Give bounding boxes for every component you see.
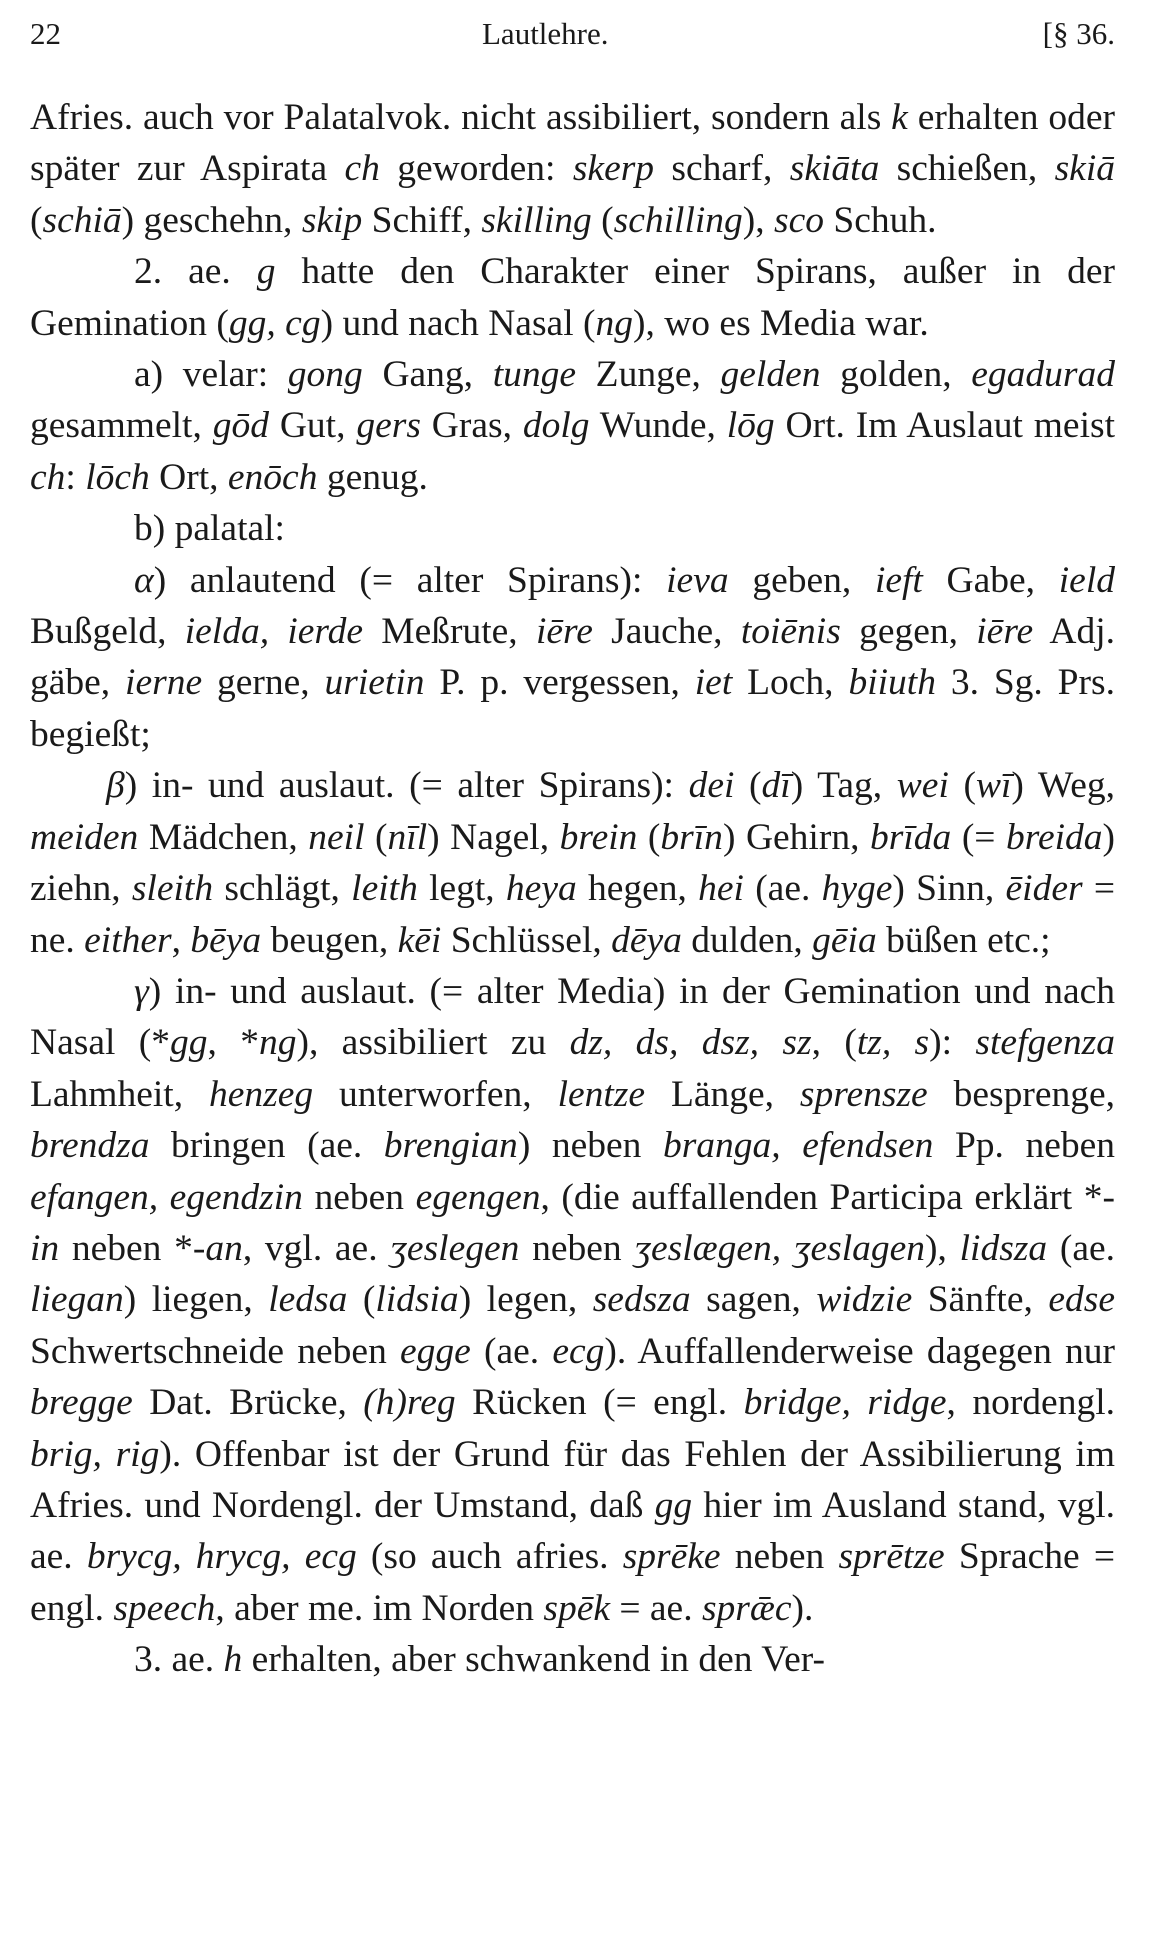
text-run: hier im Ausland stand, vgl. ae. bbox=[30, 1484, 1116, 1578]
text-run: Wunde, bbox=[589, 405, 727, 447]
text-run: (so auch afries. bbox=[356, 1536, 623, 1578]
paragraph bbox=[30, 349, 1115, 503]
text-run: Adj. gäbe, bbox=[30, 611, 1116, 704]
text-run: , vgl. ae. bbox=[242, 1227, 391, 1269]
paragraph bbox=[30, 760, 1115, 966]
italic-run: neil bbox=[308, 816, 365, 858]
italic-run: ieft bbox=[874, 559, 923, 601]
italic-run: γ bbox=[134, 970, 149, 1012]
text-run: Ort, bbox=[149, 456, 228, 498]
text-run: = ae. bbox=[610, 1587, 702, 1629]
text-run: 3. Sg. Prs. begießt; bbox=[30, 662, 1115, 755]
italic-run: sleith bbox=[131, 868, 214, 910]
italic-run: dolg bbox=[522, 405, 590, 447]
italic-run: schiā bbox=[42, 199, 122, 241]
italic-run: lōch bbox=[85, 456, 150, 498]
text-run: Schwertschneide neben bbox=[30, 1330, 401, 1372]
italic-run: henzeg bbox=[208, 1073, 314, 1115]
italic-run: enōch bbox=[227, 456, 318, 498]
text-run: ) Nagel, bbox=[427, 816, 560, 858]
text-run: Gut, bbox=[268, 405, 357, 447]
text-run: gerne, bbox=[202, 662, 325, 704]
text-run: , (die auffallenden Participa erklärt *- bbox=[540, 1176, 1116, 1218]
italic-run: wī bbox=[975, 765, 1012, 807]
italic-run: liegan bbox=[30, 1279, 124, 1321]
text-run: ) ziehn, bbox=[30, 816, 1116, 910]
italic-run: meiden bbox=[30, 816, 139, 858]
text-run: Rücken (= engl. bbox=[455, 1382, 744, 1424]
text-run: Meßrute, bbox=[363, 611, 536, 653]
text-run: Länge, bbox=[645, 1073, 800, 1115]
text-run: Sänfte, bbox=[912, 1279, 1049, 1321]
italic-run: sedsza bbox=[592, 1279, 691, 1321]
italic-run: brengian bbox=[383, 1125, 518, 1167]
italic-run: efangen, egendzin bbox=[30, 1176, 303, 1218]
italic-run: ʒeslegen bbox=[390, 1227, 520, 1269]
text-run: ). Auffallenderweise dagegen nur bbox=[604, 1330, 1116, 1372]
italic-run: gelden bbox=[720, 354, 821, 396]
italic-run: gong bbox=[287, 354, 363, 396]
text-run: ) Sinn, bbox=[892, 868, 1006, 910]
italic-run: brig, rig bbox=[30, 1433, 160, 1475]
paragraph bbox=[30, 1634, 1115, 1685]
italic-run: bridge, ridge bbox=[743, 1382, 947, 1424]
text-run: hegen, bbox=[576, 868, 699, 910]
italic-run: an bbox=[205, 1227, 243, 1269]
italic-run: gg bbox=[654, 1484, 693, 1526]
italic-run: gers bbox=[356, 405, 421, 447]
italic-run: tz, s bbox=[856, 1022, 930, 1064]
italic-run: gēia bbox=[812, 919, 877, 961]
italic-run: ierne bbox=[125, 662, 203, 704]
text-run: besprenge, bbox=[927, 1073, 1115, 1115]
text-run: Gabe, bbox=[922, 559, 1059, 601]
text-run: (ae. bbox=[470, 1330, 553, 1372]
text-run: ) Gehirn, bbox=[722, 816, 871, 858]
italic-run: brendza bbox=[30, 1125, 150, 1167]
italic-run: ʒeslægen, ʒeslagen bbox=[634, 1227, 926, 1269]
italic-run: kēi bbox=[397, 919, 442, 961]
italic-run: branga, efendsen bbox=[662, 1125, 934, 1167]
text-run: ( bbox=[591, 199, 614, 241]
italic-run: ielda, ierde bbox=[184, 611, 363, 653]
text-run: ) in- und auslaut. (= alter Spirans): bbox=[124, 765, 689, 807]
text-run: dulden, bbox=[681, 919, 813, 961]
text-run: ). bbox=[791, 1587, 814, 1629]
page-number: 22 bbox=[30, 16, 61, 51]
text-run: Loch, bbox=[732, 662, 849, 704]
italic-run: speech bbox=[113, 1587, 216, 1629]
italic-run: lidsza bbox=[959, 1227, 1048, 1269]
text-run: büßen etc.; bbox=[876, 919, 1051, 961]
italic-run: urietin bbox=[324, 662, 425, 704]
text-run: , ( bbox=[811, 1022, 857, 1064]
text-run: sagen, bbox=[690, 1279, 817, 1321]
paragraph bbox=[30, 92, 1115, 246]
italic-run: lōg bbox=[726, 405, 775, 447]
text-run: P. p. vergessen, bbox=[424, 662, 695, 704]
italic-run: ch bbox=[344, 148, 380, 190]
text-run: neben bbox=[720, 1536, 839, 1578]
italic-run: brycg, hrycg, ecg bbox=[86, 1536, 357, 1578]
italic-run: nīl bbox=[387, 816, 428, 858]
italic-run: biiuth bbox=[848, 662, 936, 704]
running-header bbox=[30, 16, 1115, 66]
paragraph bbox=[30, 503, 1115, 554]
italic-run: ēider bbox=[1005, 868, 1083, 910]
italic-run: iēre bbox=[976, 611, 1034, 653]
italic-run: spēk bbox=[543, 1587, 611, 1629]
italic-run: leith bbox=[351, 868, 418, 910]
italic-run: dz, ds, dsz, sz bbox=[569, 1022, 812, 1064]
text-run: (ae. bbox=[1047, 1227, 1115, 1269]
text-run: gegen, bbox=[840, 611, 977, 653]
text-run: golden, bbox=[820, 354, 972, 396]
italic-run: sprǣc bbox=[701, 1587, 792, 1629]
italic-run: skiāta bbox=[789, 148, 880, 190]
text-run: ) Weg, bbox=[1011, 765, 1115, 807]
text-run: Gang, bbox=[362, 354, 493, 396]
text-run: (= bbox=[951, 816, 1006, 858]
text-run: bringen (ae. bbox=[149, 1125, 384, 1167]
text-run: neben *- bbox=[59, 1227, 206, 1269]
italic-run: widzie bbox=[816, 1279, 913, 1321]
italic-run: dei bbox=[688, 765, 735, 807]
text-run: ( bbox=[637, 816, 661, 858]
italic-run: ng bbox=[258, 1022, 297, 1064]
text-run: , aber me. im Norden bbox=[215, 1587, 544, 1629]
italic-run: skerp bbox=[572, 148, 655, 190]
text-run: Sprache = engl. bbox=[30, 1536, 1115, 1629]
italic-run: wei bbox=[896, 765, 949, 807]
italic-run: iēre bbox=[535, 611, 593, 653]
italic-run: sprensze bbox=[799, 1073, 928, 1115]
text-run: ( bbox=[734, 765, 762, 807]
text-run: Lahmheit, bbox=[30, 1073, 209, 1115]
text-run: Dat. Brücke, bbox=[132, 1382, 364, 1424]
italic-run: egengen bbox=[415, 1176, 541, 1218]
text-run: ) in- und auslaut. (= alter Media) in der Gemination und nach Nasal (* bbox=[30, 970, 1115, 1064]
text-run: , nordengl. bbox=[946, 1382, 1115, 1424]
text-run: ( bbox=[364, 816, 388, 858]
text-run: Afries. auch vor Palatalvok. nicht assibiliert, sondern als bbox=[30, 97, 892, 138]
text-run: Pp. neben bbox=[933, 1125, 1116, 1167]
italic-run: brīda bbox=[870, 816, 952, 858]
text-run: ) anlautend (= alter Spirans): bbox=[153, 559, 667, 601]
text-run: legt, bbox=[417, 868, 506, 910]
text-run: Schuh. bbox=[824, 199, 937, 241]
text-run: 2. ae. bbox=[134, 251, 257, 293]
paragraph bbox=[30, 246, 1115, 349]
italic-run: bregge bbox=[30, 1382, 133, 1424]
italic-run: hyge bbox=[821, 868, 893, 910]
text-run: b) palatal: bbox=[134, 508, 285, 550]
italic-run: hei bbox=[698, 868, 744, 910]
text-run: erhalten oder später zur Aspirata bbox=[30, 97, 1115, 190]
text-run: ) und nach Nasal ( bbox=[320, 302, 596, 344]
text-run: ), bbox=[742, 199, 775, 241]
text-run: scharf, bbox=[654, 148, 790, 190]
body-text bbox=[30, 92, 1115, 1686]
italic-run: egge bbox=[400, 1330, 471, 1372]
text-run: Bußgeld, bbox=[30, 611, 185, 653]
italic-run: ieva bbox=[666, 559, 729, 601]
text-run: genug. bbox=[317, 456, 428, 498]
italic-run: schilling bbox=[613, 199, 743, 241]
text-run: ) liegen, bbox=[123, 1279, 269, 1321]
text-run: ( bbox=[30, 199, 43, 241]
italic-run: toiēnis bbox=[740, 611, 841, 653]
italic-run: breida bbox=[1006, 816, 1103, 858]
italic-run: lidsia bbox=[375, 1279, 459, 1321]
italic-run: α bbox=[134, 559, 154, 601]
italic-run: β bbox=[106, 765, 125, 807]
italic-run: iet bbox=[694, 662, 733, 704]
italic-run: skiā bbox=[1054, 148, 1116, 190]
text-run: geben, bbox=[728, 559, 875, 601]
italic-run: sprētze bbox=[838, 1536, 945, 1578]
italic-run: tunge bbox=[492, 354, 577, 396]
text-run: ): bbox=[929, 1022, 976, 1064]
text-run: (ae. bbox=[743, 868, 822, 910]
text-run: schießen, bbox=[879, 148, 1055, 190]
italic-run: gg bbox=[169, 1022, 208, 1064]
text-run: ) Tag, bbox=[790, 765, 897, 807]
text-run: ( bbox=[948, 765, 976, 807]
italic-run: skip bbox=[301, 199, 363, 241]
italic-run: edse bbox=[1048, 1279, 1115, 1321]
text-run: Ort. Im Auslaut meist bbox=[774, 405, 1115, 447]
italic-run: either bbox=[84, 919, 172, 961]
text-run: Zunge, bbox=[576, 354, 721, 396]
text-run: beugen, bbox=[261, 919, 398, 961]
paragraph bbox=[30, 555, 1115, 761]
page bbox=[30, 0, 1115, 1956]
italic-run: sco bbox=[774, 199, 825, 241]
italic-run: in bbox=[30, 1227, 60, 1269]
text-run: hatte den Charakter einer Spirans, außer in der Gemination ( bbox=[30, 251, 1115, 344]
text-run: Schlüssel, bbox=[441, 919, 612, 961]
text-run: a) velar: bbox=[134, 354, 288, 396]
text-run: neben bbox=[302, 1176, 416, 1218]
italic-run: gōd bbox=[212, 405, 269, 447]
running-title: Lautlehre. bbox=[482, 16, 609, 51]
italic-run: dēya bbox=[611, 919, 682, 961]
italic-run: sprēke bbox=[622, 1536, 721, 1578]
italic-run: skilling bbox=[481, 199, 592, 241]
text-run: ), bbox=[925, 1227, 960, 1269]
text-run: ) neben bbox=[517, 1125, 663, 1167]
paragraph bbox=[30, 966, 1115, 1634]
text-run: ). Offenbar ist der Grund für das Fehlen der Assibilierung im Afries. und Nordengl. der Umstand, daß bbox=[30, 1433, 1115, 1526]
italic-run: ng bbox=[595, 302, 633, 344]
italic-run: h bbox=[223, 1639, 243, 1681]
text-run: 3. ae. bbox=[134, 1639, 224, 1681]
text-run: ), wo es Media war. bbox=[632, 302, 929, 344]
text-run: unterworfen, bbox=[313, 1073, 558, 1115]
text-run: Gras, bbox=[420, 405, 523, 447]
text-run: Jauche, bbox=[592, 611, 741, 653]
text-run: erhalten, aber schwankend in den Ver- bbox=[242, 1639, 825, 1681]
text-run: ) legen, bbox=[458, 1279, 593, 1321]
italic-run: stefgenza bbox=[975, 1022, 1115, 1064]
text-run: = ne. bbox=[30, 868, 1115, 961]
text-run: geworden: bbox=[379, 148, 573, 190]
italic-run: g bbox=[256, 251, 276, 293]
italic-run: brīn bbox=[660, 816, 723, 858]
italic-run: ch bbox=[30, 456, 66, 498]
italic-run: ield bbox=[1058, 559, 1115, 601]
text-run: , bbox=[171, 919, 191, 961]
text-run: ) geschehn, bbox=[121, 199, 302, 241]
text-run: Mädchen, bbox=[138, 816, 309, 858]
italic-run: egadurad bbox=[971, 354, 1115, 396]
italic-run: ledsa bbox=[268, 1279, 348, 1321]
text-run: , * bbox=[207, 1022, 259, 1064]
text-run: Schiff, bbox=[362, 199, 482, 241]
text-run: : bbox=[65, 456, 86, 498]
italic-run: bēya bbox=[190, 919, 262, 961]
section-reference: [§ 36. bbox=[1042, 16, 1115, 51]
italic-run: k bbox=[891, 97, 908, 138]
text-run: ), assibiliert zu bbox=[296, 1022, 570, 1064]
italic-run: dī bbox=[761, 765, 791, 807]
text-run: schlägt, bbox=[213, 868, 352, 910]
text-run: ( bbox=[347, 1279, 376, 1321]
italic-run: ecg bbox=[552, 1330, 605, 1372]
italic-run: lentze bbox=[557, 1073, 646, 1115]
italic-run: gg, cg bbox=[228, 302, 321, 344]
italic-run: brein bbox=[559, 816, 638, 858]
text-run: gesammelt, bbox=[30, 405, 213, 447]
text-run: neben bbox=[519, 1227, 635, 1269]
italic-run: heya bbox=[505, 868, 577, 910]
italic-run: (h)reg bbox=[363, 1382, 456, 1424]
